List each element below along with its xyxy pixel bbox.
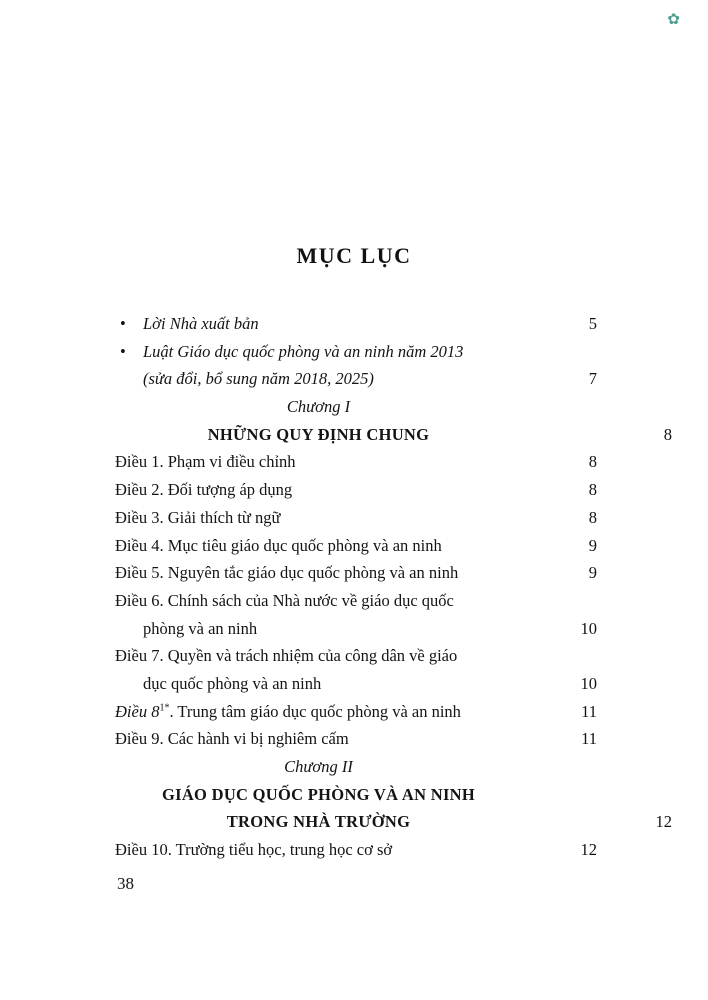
toc-entry-text: Điều 4. Mục tiêu giáo dục quốc phòng và an ninh [115,535,442,555]
toc-row [115,393,597,421]
toc-row [115,587,597,615]
toc-list [115,310,672,864]
toc-page-ref: 11 [581,701,597,721]
toc-page-ref: 11 [581,729,597,749]
toc-page-ref: 8 [663,424,672,444]
toc-entry-text: dục quốc phòng và an ninh [143,673,322,693]
toc-row [115,642,597,670]
toc-entry-text: Điều 10. Trường tiểu học, trung học cơ sở [115,840,393,860]
toc-row [115,421,672,449]
toc-page-ref: 8 [588,480,597,500]
toc-entry-text: NHỮNG QUY ĐỊNH CHUNG [207,424,430,444]
toc-entry-text: phòng và an ninh [143,618,258,638]
toc-entry-text: Điều 9. Các hành vi bị nghiêm cấm [115,729,349,749]
toc-entry-text: Điều 7. Quyền và trách nhiệm của công dân về giáo [115,646,458,666]
toc-row [115,365,597,393]
toc-page-ref: 10 [580,673,597,693]
toc-row [115,725,597,753]
toc-entry-text [115,702,461,721]
toc-entry-rest: . Trung tâm giáo dục quốc phòng và an ninh [169,701,461,721]
footnote-marker: 1* [159,702,170,714]
toc-entry-text: Chương II [284,757,353,776]
toc-entry-text: Điều 3. Giải thích từ ngữ [115,507,281,527]
toc-page-ref: 5 [588,314,597,333]
toc-row [115,338,597,366]
toc-page-ref: 7 [588,369,597,389]
toc-entry-text: Điều 2. Đối tượng áp dụng [115,480,293,500]
toc-row [115,615,597,643]
toc-entry-text: Lời Nhà xuất bản [143,314,259,333]
toc-page-ref: 12 [655,812,672,832]
toc-entry-italic-part: Điều 8 [115,701,160,721]
toc-row [115,448,597,476]
toc-entry-text: Luật Giáo dục quốc phòng và an ninh năm 2013 [143,341,464,361]
flower-icon: ✿ [667,12,680,28]
toc-row [115,670,597,698]
toc-entry-text: Điều 1. Phạm vi điều chỉnh [115,452,296,472]
toc-row [115,836,597,864]
toc-row [115,808,672,836]
toc-entry-text: GIÁO DỤC QUỐC PHÒNG VÀ AN NINH [161,784,476,804]
toc-row [115,781,597,809]
toc-page-ref: 9 [588,535,597,555]
toc-row [115,698,597,726]
page-number: 38 [117,874,134,893]
bullet-icon: • [120,341,126,361]
toc-entry-text: TRONG NHÀ TRƯỜNG [226,812,411,832]
toc-page-ref: 12 [580,840,597,860]
toc-page-ref: 10 [580,618,597,638]
toc-entry-text: Điều 5. Nguyên tắc giáo dục quốc phòng và an ninh [115,563,459,583]
toc-row [115,476,597,504]
toc-page-ref: 9 [588,563,597,583]
toc-row [115,310,597,338]
toc-row [115,753,597,781]
toc-entry-text: Chương I [286,397,351,417]
bullet-icon: • [120,314,126,333]
toc-entry-text: (sửa đổi, bổ sung năm 2018, 2025) [143,369,374,389]
toc-title: MỤC LỤC [296,243,412,268]
toc-row [115,504,597,532]
toc-entry-text: Điều 6. Chính sách của Nhà nước về giáo dục quốc [115,590,454,610]
toc-row [115,532,597,560]
toc-page-ref: 8 [588,507,597,527]
toc-row [115,559,597,587]
toc-page-ref: 8 [588,452,597,472]
